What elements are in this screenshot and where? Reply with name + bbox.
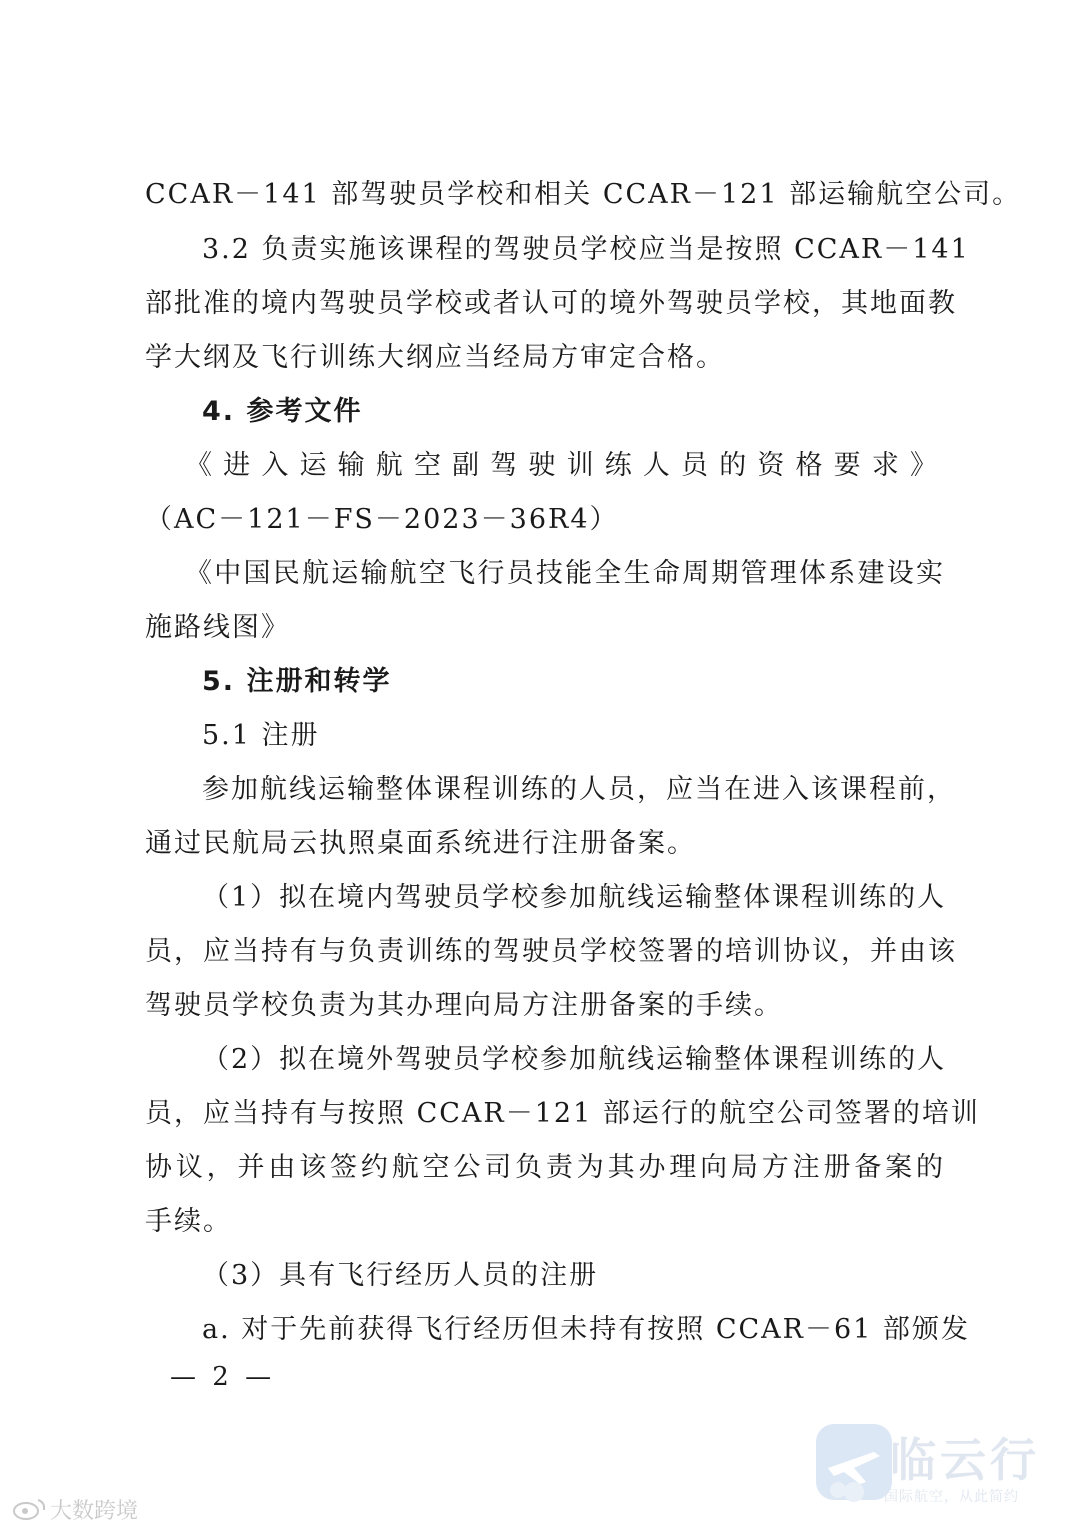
text-line: 通过民航局云执照桌面系统进行注册备案。 — [145, 828, 696, 859]
text-line: 驾驶员学校负责为其办理向局方注册备案的手续。 — [145, 990, 783, 1021]
section-heading: 5. 注册和转学 — [202, 666, 392, 697]
text-line: 员，应当持有与负责训练的驾驶员学校签署的培训协议，并由该 — [145, 936, 957, 967]
text-line: 参加航线运输整体课程训练的人员，应当在进入该课程前， — [202, 774, 956, 805]
text-line: 员，应当持有与按照 CCAR－121 部运行的航空公司签署的培训 — [145, 1098, 980, 1129]
watermark-source: 大数跨境 — [50, 1499, 139, 1524]
subsection-heading: 5.1 注册 — [202, 720, 320, 751]
section-heading: 4. 参考文件 — [202, 396, 363, 427]
text-line: a. 对于先前获得飞行经历但未持有按照 CCAR－61 部颁发 — [202, 1314, 970, 1345]
text-line: （3）具有飞行经历人员的注册 — [202, 1260, 599, 1291]
watermark-brand: 临云行 — [890, 1433, 1040, 1487]
text-line: 部批准的境内驾驶员学校或者认可的境外驾驶员学校，其地面教 — [145, 288, 957, 319]
airplane-logo-icon — [814, 1422, 894, 1502]
text-line: 施路线图》 — [145, 612, 290, 643]
text-line: 3.2 负责实施该课程的驾驶员学校应当是按照 CCAR－141 — [202, 234, 970, 265]
text-line: （1）拟在境内驾驶员学校参加航线运输整体课程训练的人 — [202, 882, 947, 913]
text-line: 《中国民航运输航空飞行员技能全生命周期管理体系建设实 — [185, 558, 945, 589]
text-line: 协议，并由该签约航空公司负责为其办理向局方注册备案的 — [145, 1152, 945, 1183]
weibo-icon — [12, 1496, 48, 1520]
text-line: 手续。 — [145, 1206, 232, 1237]
text-line: （AC－121－FS－2023－36R4） — [145, 504, 619, 535]
page-number: — 2 — — [170, 1362, 276, 1392]
text-line: （2）拟在境外驾驶员学校参加航线运输整体课程训练的人 — [202, 1044, 947, 1075]
text-line: CCAR－141 部驾驶员学校和相关 CCAR－121 部运输航空公司。 — [145, 179, 1022, 210]
watermark-slogan: 国际航空，从此简约 — [884, 1489, 1019, 1505]
text-line: 学大纲及飞行训练大纲应当经局方审定合格。 — [145, 342, 725, 373]
text-line: 《进入运输航空副驾驶训练人员的资格要求》 — [185, 450, 945, 481]
